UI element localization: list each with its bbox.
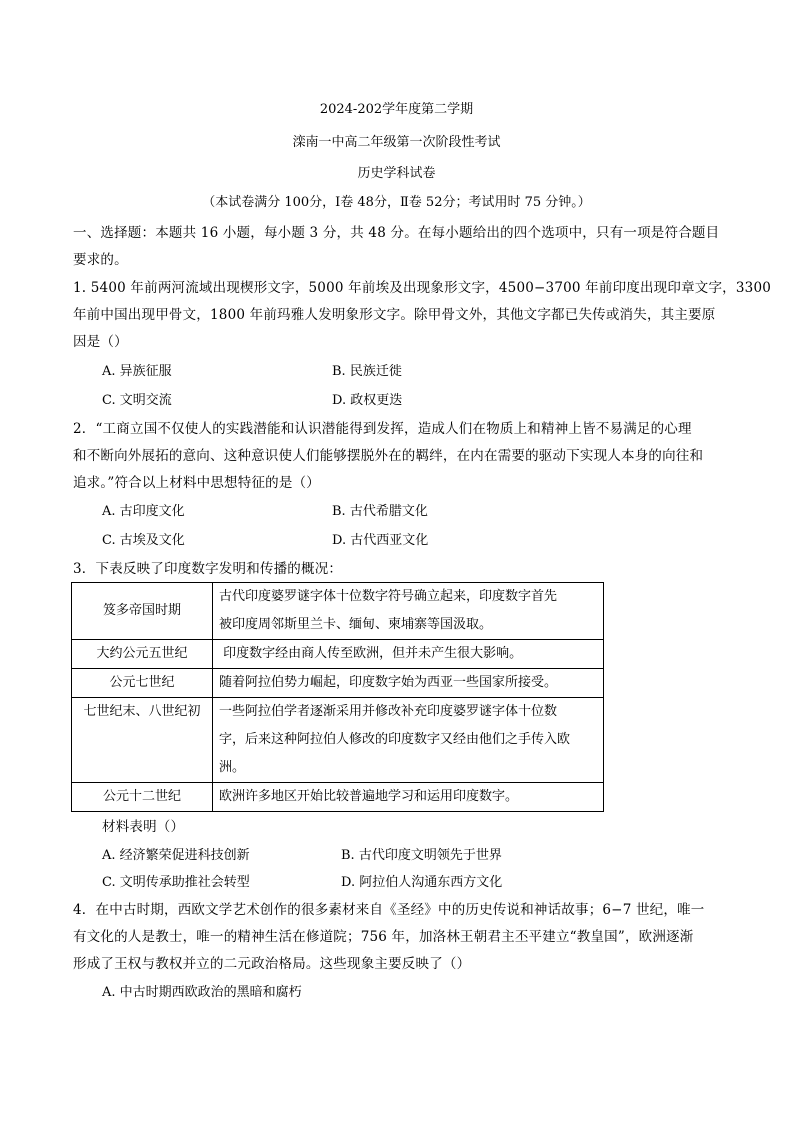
description-cell xyxy=(213,698,604,783)
table-row xyxy=(72,640,604,669)
header-subject: 历史学科试卷 xyxy=(357,166,436,181)
q1-line1: 1. 5400 年前两河流域出现楔形文字，5000 年前埃及出现象形文字，4500−3700 年前印度出现印章文字，3300 xyxy=(73,280,772,296)
description-line: 欧洲许多地区开始比较普遍地学习和运用印度数字。 xyxy=(219,789,519,804)
q2-option-a: A. 古印度文化 xyxy=(102,504,185,519)
q3-option-d: D. 阿拉伯人沟通东西方文化 xyxy=(341,875,503,890)
q4-line2: 有文化的人是教士，唯一的精神生活在修道院；756 年，加洛林王朝君主丕平建立“教皇国”，欧洲逐渐 xyxy=(73,929,694,945)
section1-intro-line2: 要求的。 xyxy=(73,252,128,268)
q1-option-a: A. 异族征服 xyxy=(102,364,172,379)
period-cell: 大约公元五世纪 xyxy=(72,640,213,669)
period-cell: 笈多帝国时期 xyxy=(72,583,213,640)
q2-line3: 追求。”符合以上材料中思想特征的是（） xyxy=(73,475,320,491)
q2-line2: 和不断向外展拓的意向、这种意识使人们能够摆脱外在的羁绊，在内在需要的驱动下实现人本身的向往和 xyxy=(73,448,704,464)
description-line: 被印度周邻斯里兰卡、缅甸、柬埔寨等国汲取。 xyxy=(219,617,493,632)
q1-option-c: C. 文明交流 xyxy=(102,393,172,408)
q3-option-b: B. 古代印度文明领先于世界 xyxy=(341,848,502,863)
section1-intro-line1: 一、选择题：本题共 16 小题，每小题 3 分，共 48 分。在每小题给出的四个选项中，只有一项是符合题目 xyxy=(73,225,720,241)
description-line: 一些阿拉伯学者逐渐采用并修改补充印度婆罗谜字体十位数 xyxy=(219,704,558,719)
header-school-exam: 滦南一中高二年级第一次阶段性考试 xyxy=(292,135,501,150)
india-numerals-table xyxy=(71,582,604,812)
q1-option-d: D. 政权更迭 xyxy=(332,393,403,408)
period-cell: 公元七世纪 xyxy=(72,669,213,698)
description-cell xyxy=(213,783,604,812)
q4-line3: 形成了王权与教权并立的二元政治格局。这些现象主要反映了（） xyxy=(73,956,471,972)
description-line: 随着阿拉伯势力崛起，印度数字始为西亚一些国家所接受。 xyxy=(219,675,558,690)
description-line: 洲。 xyxy=(219,760,246,775)
q2-line1: 2．“工商立国不仅使人的实践潜能和认识潜能得到发挥，造成人们在物质上和精神上皆不易满足的心理 xyxy=(73,421,692,437)
description-cell xyxy=(213,583,604,640)
header-year-term: 2024-202学年度第二学期 xyxy=(319,102,474,117)
q3-line1: 3．下表反映了印度数字发明和传播的概况： xyxy=(73,561,343,577)
q4-option-a: A. 中古时期西欧政治的黑暗和腐朽 xyxy=(102,985,302,1000)
q2-option-d: D. 古代西亚文化 xyxy=(332,533,429,548)
q1-line3: 因是（） xyxy=(73,334,128,350)
table-row xyxy=(72,698,604,783)
q4-line1: 4．在中古时期，西欧文学艺术创作的很多素材来自《圣经》中的历史传说和神话故事；6−7 世纪，唯一 xyxy=(73,902,705,918)
table-row xyxy=(72,669,604,698)
table-row xyxy=(72,583,604,640)
description-line: 字，后来这种阿拉伯人修改的印度数字又经由他们之手传入欧 xyxy=(219,732,571,747)
description-line: 印度数字经由商人传至欧洲，但并未产生很大影响。 xyxy=(219,646,523,661)
description-cell xyxy=(213,640,604,669)
description-line: 古代印度婆罗谜字体十位数字符号确立起来，印度数字首先 xyxy=(219,589,558,604)
q3-option-c: C. 文明传承助推社会转型 xyxy=(102,875,250,890)
q1-option-b: B. 民族迁徙 xyxy=(332,364,402,379)
period-cell: 七世纪末、八世纪初 xyxy=(72,698,213,783)
description-cell xyxy=(213,669,604,698)
period-cell: 公元十二世纪 xyxy=(72,783,213,812)
q2-option-b: B. 古代希腊文化 xyxy=(332,504,428,519)
q3-stem: 材料表明（） xyxy=(102,819,185,835)
table-row xyxy=(72,783,604,812)
header-note: （本试卷满分 100分，Ⅰ卷 48分，Ⅱ卷 52分；考试用时 75 分钟。） xyxy=(202,195,591,210)
q3-option-a: A. 经济繁荣促进科技创新 xyxy=(102,848,250,863)
q2-option-c: C. 古埃及文化 xyxy=(102,533,185,548)
q1-line2: 年前中国出现甲骨文，1800 年前玛雅人发明象形文字。除甲骨文外，其他文字都已失传或消失，其主要原 xyxy=(73,307,716,323)
